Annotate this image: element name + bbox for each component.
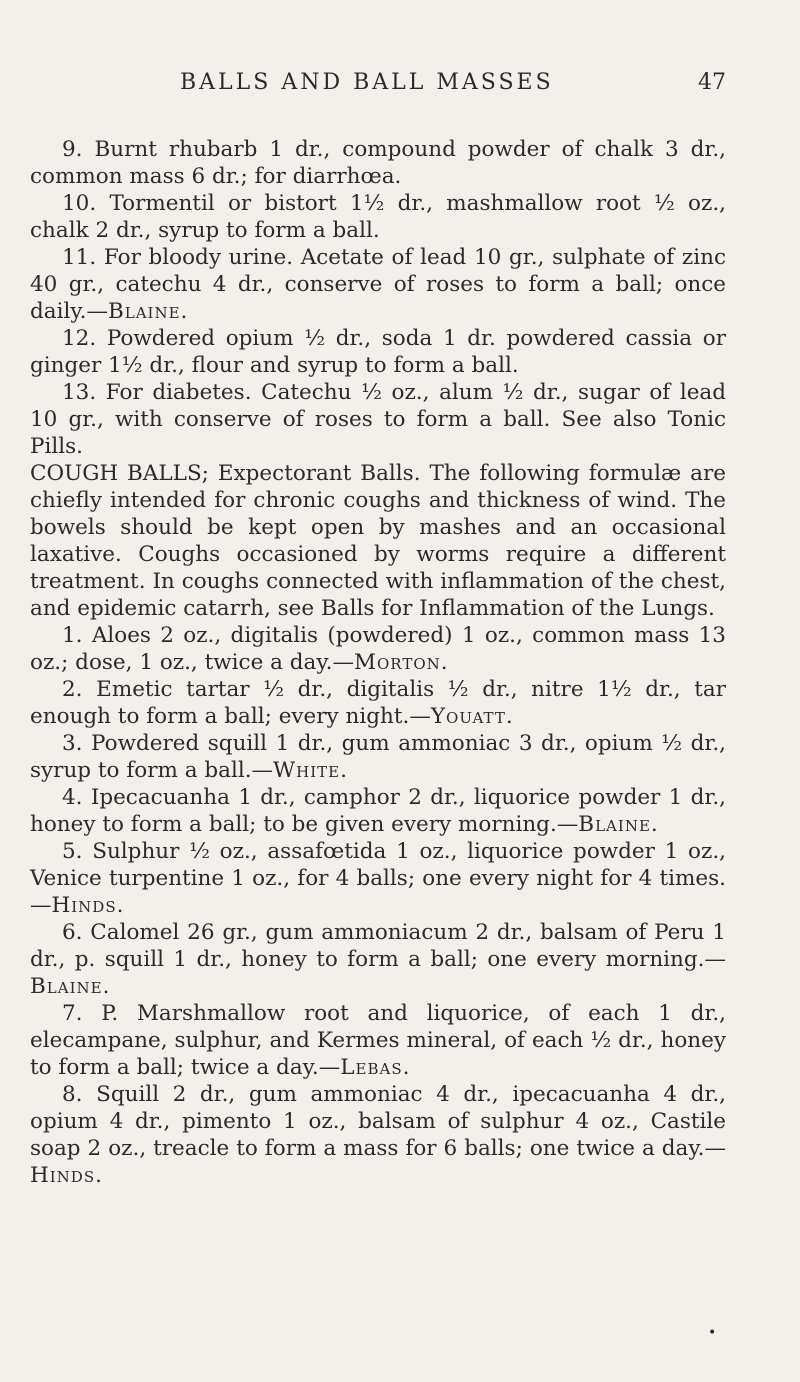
- recipe-entry: [30, 190, 726, 244]
- entry-author: Blaine.: [30, 974, 111, 999]
- body-text: [30, 136, 726, 1189]
- entry-text: 12. Powdered opium ½ dr., soda 1 dr. powdered cassia or ginger 1½ dr., flour and syrup to form a ball.: [30, 326, 726, 378]
- entry-text: 3. Powdered squill 1 dr., gum ammoniac 3 dr., opium ½ dr., syrup to form a ball.—: [30, 731, 726, 783]
- recipe-entry: [30, 1081, 726, 1189]
- entry-text: COUGH BALLS; Expectorant Balls. The following formulæ are chiefly intended for chronic coughs and thickness of wind. The bowels should be kept open by mashes and an occasional laxative. Coughs occasioned by worms require a different treatment. In coughs connected with inflammation of the chest, and epidemic catarrh, see Balls for Inflammation of the Lungs.: [30, 461, 726, 621]
- recipe-entry: [30, 1000, 726, 1081]
- entry-text: 1. Aloes 2 oz., digitalis (powdered) 1 oz., common mass 13 oz.; dose, 1 oz., twice a day.—: [30, 623, 726, 675]
- section-heading-entry: [30, 460, 726, 622]
- recipe-entry: [30, 244, 726, 325]
- entry-text: 4. Ipecacuanha 1 dr., camphor 2 dr., liquorice powder 1 dr., honey to form a ball; to be given every morning.—: [30, 785, 726, 837]
- recipe-entry: [30, 838, 726, 919]
- recipe-entry: [30, 622, 726, 676]
- entry-text: 10. Tormentil or bistort 1½ dr., mashmallow root ½ oz., chalk 2 dr., syrup to form a ball.: [30, 191, 726, 243]
- entry-author: Blaine.: [578, 812, 659, 837]
- recipe-entry: [30, 784, 726, 838]
- recipe-entry: [30, 730, 726, 784]
- entry-text: 8. Squill 2 dr., gum ammoniac 4 dr., ipecacuanha 4 dr., opium 4 dr., pimento 1 oz., balsam of sulphur 4 oz., Castile soap 2 oz., treacle to form a mass for 6 balls; one twice a day.—: [30, 1082, 726, 1161]
- closing-mark: •: [708, 1325, 717, 1341]
- entry-text: 11. For bloody urine. Acetate of lead 10 gr., sulphate of zinc 40 gr., catechu 4 dr., conserve of roses to form a ball; once daily.—: [30, 245, 726, 324]
- entry-author: Lebas.: [340, 1055, 411, 1080]
- recipe-entry: [30, 379, 726, 460]
- recipe-entry: [30, 676, 726, 730]
- entry-author: Hinds.: [51, 893, 125, 918]
- entry-text: 13. For diabetes. Catechu ½ oz., alum ½ dr., sugar of lead 10 gr., with conserve of roses to form a ball. See also Tonic Pills.: [30, 380, 726, 459]
- page-header: [30, 70, 726, 122]
- entry-text: 2. Emetic tartar ½ dr., digitalis ½ dr., nitre 1½ dr., tar enough to form a ball; every night.—: [30, 677, 726, 729]
- page-number: 47: [698, 70, 726, 95]
- entry-author: Morton.: [353, 650, 449, 675]
- entry-author: Youatt.: [430, 704, 514, 729]
- entry-text: 7. P. Marshmallow root and liquorice, of each 1 dr., elecampane, sulphur, and Kermes mineral, of each ½ dr., honey to form a ball; twice a day.—: [30, 1001, 726, 1080]
- entry-author: Blaine.: [107, 299, 189, 324]
- recipe-entry: [30, 136, 726, 190]
- entry-text: 6. Calomel 26 gr., gum ammoniacum 2 dr., balsam of Peru 1 dr., p. squill 1 dr., honey to form a ball; one every morning.—: [30, 920, 726, 972]
- recipe-entry: [30, 919, 726, 1000]
- entry-author: Hinds.: [30, 1163, 103, 1188]
- entry-text: 5. Sulphur ½ oz., assafœtida 1 oz., liquorice powder 1 oz., Venice turpentine 1 oz., for 4 balls; one every night for 4 times.—: [30, 839, 726, 918]
- running-head: BALLS AND BALL MASSES: [180, 70, 554, 95]
- recipe-entry: [30, 325, 726, 379]
- entry-author: White.: [273, 758, 348, 783]
- entry-text: 9. Burnt rhubarb 1 dr., compound powder of chalk 3 dr., common mass 6 dr.; for diarrhœa.: [30, 137, 726, 189]
